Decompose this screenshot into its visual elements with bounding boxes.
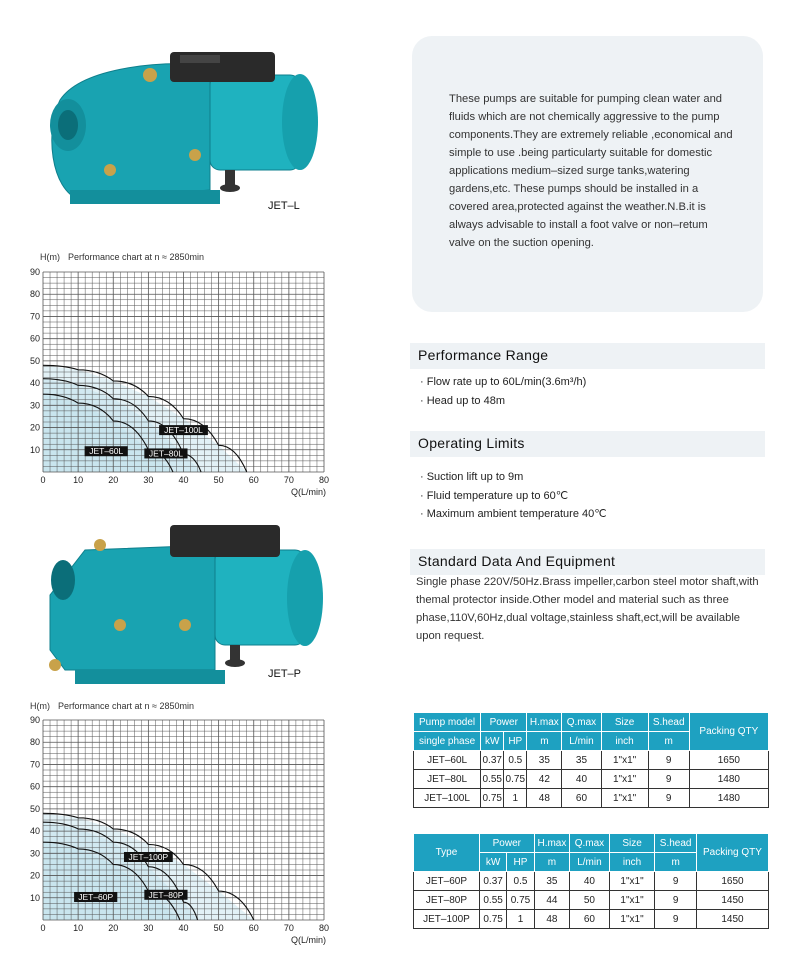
table-l-h-packing: Packing QTY: [689, 713, 768, 751]
series-label: JET–80L: [148, 448, 183, 459]
table-p-h-hmax: H.max: [534, 834, 570, 853]
x-tick-label: 60: [248, 923, 259, 933]
table-row: [414, 910, 769, 929]
table-cell: 44: [534, 891, 570, 910]
table-cell: 1650: [696, 872, 768, 891]
x-tick-label: 70: [283, 923, 294, 933]
table-cell: 9: [655, 872, 697, 891]
table-l-h2-inch: inch: [601, 732, 648, 751]
y-tick-label: 50: [29, 355, 40, 366]
table-l-h-hmax: H.max: [527, 713, 562, 732]
x-tick-label: 30: [143, 923, 154, 933]
table-cell: 40: [562, 770, 601, 789]
table-p-h-power: Power: [479, 834, 534, 853]
table-cell: 1"x1": [601, 770, 648, 789]
table-cell: 9: [655, 910, 697, 929]
table-cell: 35: [534, 872, 570, 891]
table-l-h2-phase: single phase: [414, 732, 481, 751]
table-cell: 0.55: [481, 770, 504, 789]
table-p-h2-inch: inch: [609, 853, 655, 872]
chart-grid: [43, 272, 324, 472]
perf-item-flow: · Flow rate up to 60L/min(3.6m³/h): [420, 376, 587, 388]
table-l-h2-hp: HP: [504, 732, 527, 751]
table-cell: JET–100P: [414, 910, 480, 929]
y-tick-label: 50: [29, 803, 40, 814]
table-l-h-qmax: Q.max: [562, 713, 601, 732]
table-cell: 0.5: [507, 872, 534, 891]
series-label: JET–60P: [78, 892, 114, 902]
chart1-title: Performance chart at n ≈ 2850min: [68, 252, 205, 262]
table-l-h2-kw: kW: [481, 732, 504, 751]
series-label: JET–100P: [128, 852, 169, 862]
table-cell: 60: [562, 789, 601, 808]
x-tick-label: 10: [73, 923, 84, 933]
description-panel: [412, 36, 763, 312]
table-p-h-type: Type: [414, 834, 480, 872]
limit-item-fluid-temp: · Fluid temperature up to 60℃: [420, 490, 569, 502]
table-cell: 1: [504, 789, 527, 808]
table-cell: 60: [570, 910, 610, 929]
table-p-h2-lmin: L/min: [570, 853, 610, 872]
series-label: JET–60L: [89, 446, 124, 457]
y-tick-label: 10: [29, 892, 40, 903]
table-row: [414, 789, 769, 808]
table-cell: JET–80L: [414, 770, 481, 789]
series-label: JET–80P: [148, 889, 184, 900]
table-cell: 1650: [689, 751, 768, 770]
table-cell: 1"x1": [609, 891, 655, 910]
chart2-title: Performance chart at n ≈ 2850min: [58, 701, 195, 711]
table-cell: 35: [527, 751, 562, 770]
table-p-h2-hp: HP: [507, 853, 534, 872]
limit-item-suction: · Suction lift up to 9m: [420, 471, 524, 483]
table-cell: 50: [570, 891, 610, 910]
chart1-ylabel: H(m): [40, 252, 60, 262]
table-l-h-model: Pump model: [414, 713, 481, 732]
table-cell: JET–60P: [414, 872, 480, 891]
table-cell: JET–80P: [414, 891, 480, 910]
table-row: [414, 891, 769, 910]
operating-limits-header: [410, 431, 765, 457]
y-tick-label: 70: [29, 311, 40, 322]
x-tick-label: 80: [318, 923, 330, 933]
table-row: [414, 770, 769, 789]
x-tick-label: 50: [213, 475, 224, 485]
spec-table-l: [413, 712, 769, 808]
standard-data-header: [410, 549, 765, 575]
table-cell: 1"x1": [609, 910, 655, 929]
table-cell: JET–60L: [414, 751, 481, 770]
chart2-ylabel: H(m): [30, 701, 50, 711]
table-p-h2-m2: m: [655, 853, 697, 872]
y-tick-label: 30: [29, 848, 40, 859]
x-tick-label: 30: [143, 475, 154, 485]
table-cell: 0.55: [479, 891, 506, 910]
standard-data-title: Standard Data And Equipment: [418, 553, 616, 569]
table-cell: 1"x1": [601, 789, 648, 808]
x-tick-label: 60: [248, 475, 259, 485]
table-p-h-size: Size: [609, 834, 655, 853]
chart1-plot: [26, 266, 346, 498]
table-cell: JET–100L: [414, 789, 481, 808]
table-cell: 0.5: [504, 751, 527, 770]
performance-range-header: [410, 343, 765, 369]
table-cell: 1"x1": [601, 751, 648, 770]
table-cell: 1"x1": [609, 872, 655, 891]
x-axis-label: Q(L/min): [290, 487, 326, 497]
table-l-h-power: Power: [481, 713, 527, 732]
table-l-h-size: Size: [601, 713, 648, 732]
table-cell: 0.37: [479, 872, 506, 891]
table-p-h-qmax: Q.max: [570, 834, 610, 853]
table-cell: 42: [527, 770, 562, 789]
x-tick-label: 0: [40, 475, 46, 485]
x-axis-label: Q(L/min): [290, 935, 326, 945]
x-tick-label: 80: [318, 475, 330, 485]
y-tick-label: 20: [29, 870, 40, 881]
table-cell: 48: [527, 789, 562, 808]
table-cell: 9: [655, 891, 697, 910]
series-label: JET–100L: [164, 425, 203, 436]
x-tick-label: 40: [178, 475, 189, 485]
table-p-h-shead: S.head: [655, 834, 697, 853]
table-row: [414, 872, 769, 891]
pump-jet-l-image: [40, 40, 330, 220]
y-tick-label: 20: [29, 422, 40, 433]
x-tick-label: 70: [283, 475, 294, 485]
y-tick-label: 40: [29, 826, 40, 837]
table-cell: 1480: [689, 789, 768, 808]
x-tick-label: 40: [178, 923, 189, 933]
y-tick-label: 30: [29, 400, 40, 411]
table-l-h2-lmin: L/min: [562, 732, 601, 751]
y-tick-label: 40: [29, 378, 40, 389]
y-tick-label: 60: [29, 781, 40, 792]
table-cell: 1: [507, 910, 534, 929]
table-cell: 1450: [696, 910, 768, 929]
pump-jet-p-label: JET–P: [268, 668, 302, 680]
table-cell: 0.75: [507, 891, 534, 910]
table-l-h2-m: m: [527, 732, 562, 751]
y-tick-label: 90: [29, 715, 40, 725]
y-tick-label: 90: [29, 267, 40, 277]
table-cell: 40: [570, 872, 610, 891]
table-cell: 0.37: [481, 751, 504, 770]
table-cell: 0.75: [481, 789, 504, 808]
standard-data-text: Single phase 220V/50Hz.Brass impeller,carbon steel motor shaft,with themal protector inside.Other model and material such as three phase,110V,60Hz,dual voltage,stainless shaft,ect,will be available upon request.: [416, 576, 759, 642]
description-text: These pumps are suitable for pumping clean water and fluids which are not chemically aggressive to the pump components.They are extremely reliable ,economical and simple to use .being particularty suitable for domestic applications medium–sized surge tanks,watering gardens,etc. These pumps should be installed in a covered area,protected against the weather.N.B.it is always advisable to install a foot valve or non–retum valve on the suction opening.: [449, 93, 733, 249]
table-p-h2-kw: kW: [479, 853, 506, 872]
table-row: [414, 751, 769, 770]
y-tick-label: 80: [29, 289, 40, 300]
x-tick-label: 0: [40, 923, 46, 933]
y-tick-label: 70: [29, 759, 40, 770]
perf-item-head: · Head up to 48m: [420, 395, 505, 407]
table-cell: 0.75: [479, 910, 506, 929]
operating-limits-title: Operating Limits: [418, 435, 525, 451]
spec-table-p: [413, 833, 769, 929]
table-cell: 0.75: [504, 770, 527, 789]
x-tick-label: 50: [213, 923, 224, 933]
y-tick-label: 10: [29, 444, 40, 455]
table-cell: 48: [534, 910, 570, 929]
table-p-h-packing: Packing QTY: [696, 834, 768, 872]
chart2-plot: [26, 714, 346, 946]
table-cell: 1480: [689, 770, 768, 789]
table-l-h-shead: S.head: [648, 713, 689, 732]
pump-jet-l-label: JET–L: [268, 200, 300, 212]
y-tick-label: 80: [29, 737, 40, 748]
x-tick-label: 20: [108, 475, 119, 485]
limit-item-ambient-temp: · Maximum ambient temperature 40℃: [420, 508, 607, 520]
y-tick-label: 60: [29, 333, 40, 344]
x-tick-label: 10: [73, 475, 84, 485]
table-cell: 1450: [696, 891, 768, 910]
performance-range-title: Performance Range: [418, 347, 549, 363]
table-p-h2-m: m: [534, 853, 570, 872]
table-cell: 9: [648, 770, 689, 789]
table-cell: 9: [648, 751, 689, 770]
x-tick-label: 20: [108, 923, 119, 933]
table-cell: 35: [562, 751, 601, 770]
table-l-h2-m2: m: [648, 732, 689, 751]
table-cell: 9: [648, 789, 689, 808]
